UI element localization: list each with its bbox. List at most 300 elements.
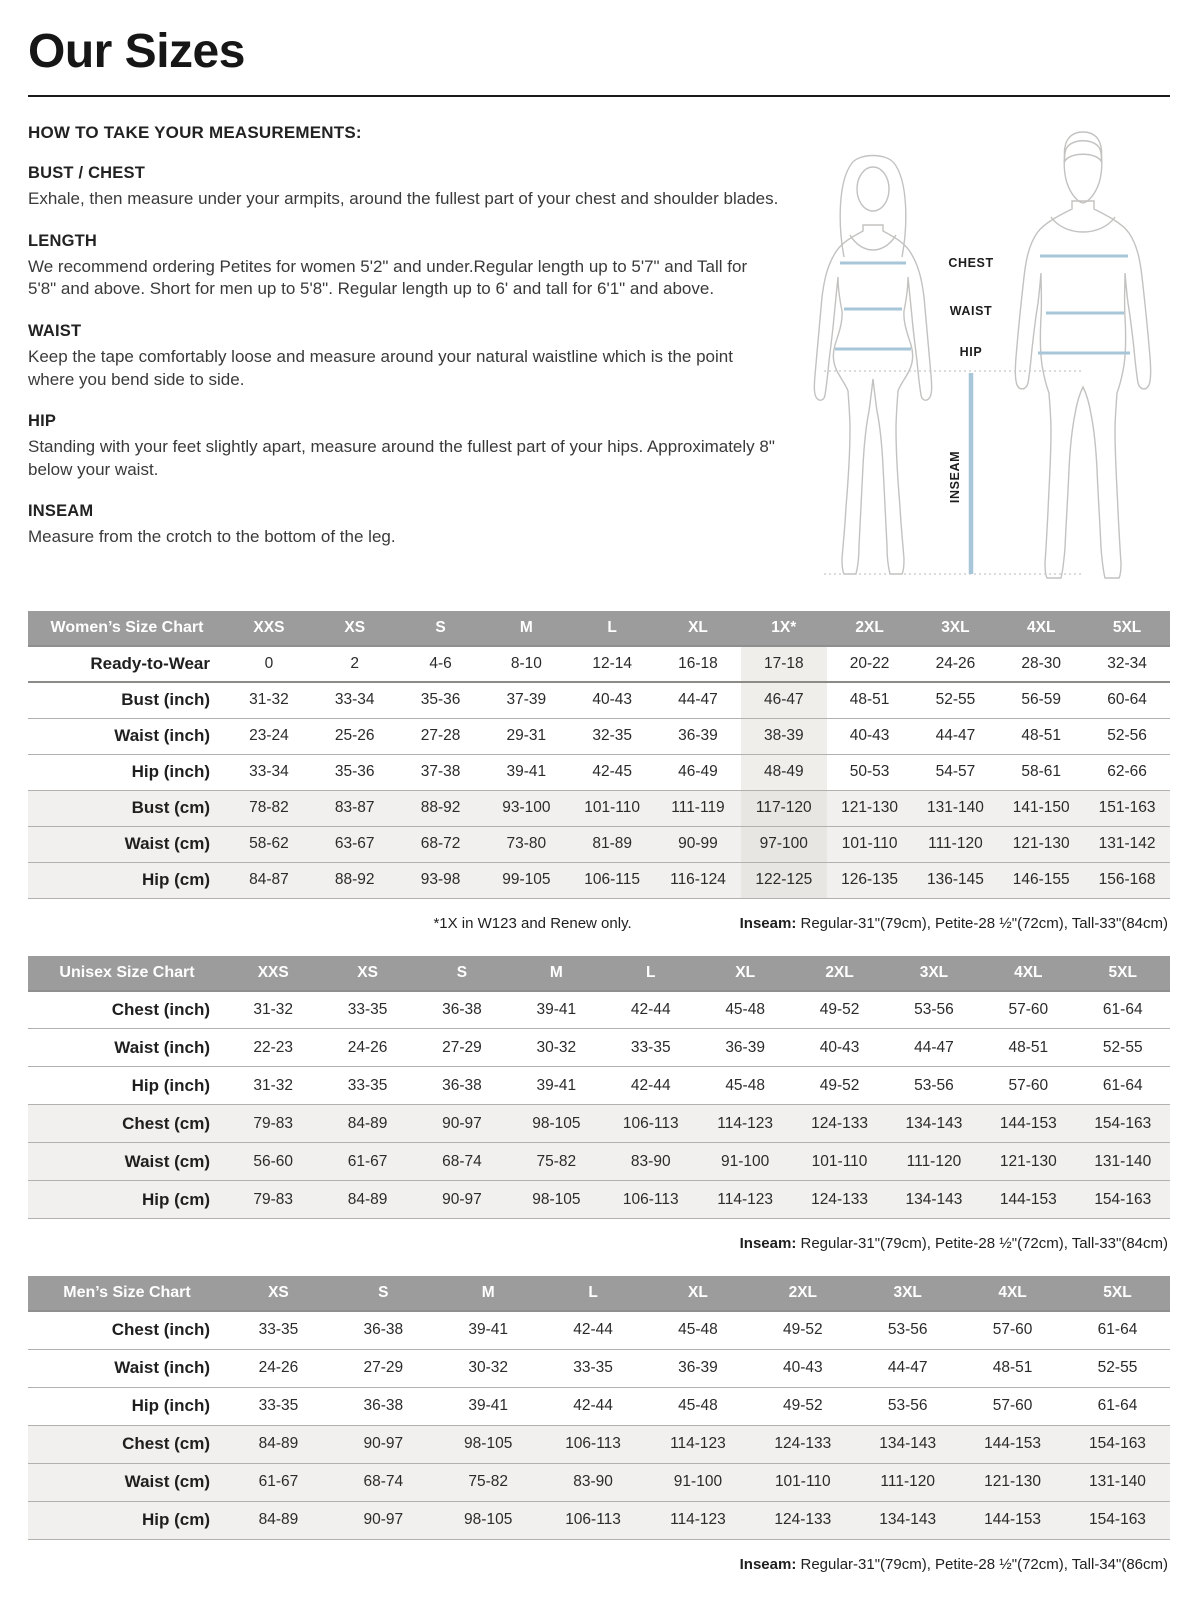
- unisex-chart-footnote: [28, 1235, 1168, 1252]
- size-cell: 24-26: [935, 655, 976, 673]
- size-cell: 44-47: [935, 727, 976, 745]
- chest-label: CHEST: [948, 256, 994, 271]
- size-cell: 101-110: [584, 799, 641, 817]
- size-cell: 48-49: [741, 754, 827, 790]
- row-label: Waist (inch): [114, 726, 210, 746]
- column-header: S: [398, 611, 484, 646]
- size-cell: 44-47: [678, 691, 718, 709]
- size-cell: 106-113: [565, 1511, 621, 1529]
- table-row: [28, 991, 1170, 1029]
- waist-text: Keep the tape comfortably loose and measure around your natural waistline which is the point where you bend side to side.: [28, 347, 733, 389]
- size-cell: 114-123: [670, 1435, 726, 1453]
- size-cell: 33-35: [630, 1038, 671, 1056]
- size-cell: 42-44: [630, 1000, 671, 1018]
- row-label: Chest (inch): [111, 999, 210, 1019]
- size-cell: 62-66: [1107, 763, 1147, 781]
- size-cell: 27-29: [442, 1038, 482, 1056]
- table-row: [28, 682, 1170, 718]
- row-label: Waist (inch): [114, 1358, 210, 1378]
- size-cell: 37-38: [420, 763, 461, 781]
- man-face-outline: [1064, 141, 1102, 203]
- size-cell: 40-43: [592, 691, 632, 709]
- size-cell: 36-38: [442, 1000, 482, 1018]
- size-cell: 24-26: [258, 1359, 299, 1377]
- size-cell: 90-97: [363, 1511, 404, 1529]
- table-title: Women’s Size Chart: [28, 611, 226, 646]
- size-cell: 36-38: [442, 1076, 482, 1094]
- size-cell: 45-48: [678, 1321, 718, 1339]
- size-cell: 75-82: [536, 1152, 577, 1170]
- size-cell: 83-87: [334, 799, 375, 817]
- column-header: 4XL: [981, 956, 1075, 991]
- size-cell: 2: [350, 655, 360, 673]
- size-cell: 45-48: [725, 1000, 765, 1018]
- table-row: [28, 826, 1170, 862]
- inseam-footnote-text: Regular-31"(79cm), Petite-28 ½"(72cm), Tall-33"(84cm): [796, 914, 1168, 932]
- size-cell: 52-55: [1097, 1359, 1138, 1377]
- size-cell: 35-36: [334, 763, 375, 781]
- size-cell: 90-97: [363, 1435, 404, 1453]
- column-header: 2XL: [827, 611, 913, 646]
- table-row: [28, 1067, 1170, 1105]
- length-heading: LENGTH: [28, 231, 98, 250]
- size-cell: 91-100: [721, 1152, 770, 1170]
- size-cell: 50-53: [849, 763, 890, 781]
- size-cell: 24-26: [347, 1038, 388, 1056]
- size-cell: 79-83: [253, 1190, 294, 1208]
- size-cell: 36-38: [363, 1321, 404, 1339]
- size-cell: 31-32: [253, 1000, 294, 1018]
- size-cell: 52-55: [935, 691, 976, 709]
- column-header: 5XL: [1084, 611, 1170, 646]
- size-cell: 4-6: [429, 655, 452, 673]
- size-cell: 134-143: [905, 1190, 963, 1208]
- size-cell: 78-82: [249, 799, 289, 817]
- size-cell: 90-97: [442, 1114, 482, 1132]
- column-header: S: [331, 1276, 436, 1311]
- hip-text: Standing with your feet slightly apart, measure around the fullest part of your hips. Approximately 8" below your waist.: [28, 437, 775, 479]
- size-cell: 60-64: [1107, 691, 1147, 709]
- womens-size-chart-block: [28, 611, 1170, 932]
- column-header: M: [509, 956, 603, 991]
- size-cell: 28-30: [1021, 655, 1062, 673]
- table-row: [28, 1501, 1170, 1539]
- size-cell: 25-26: [334, 727, 375, 745]
- size-cell: 73-80: [506, 835, 547, 853]
- column-header: L: [541, 1276, 646, 1311]
- size-cell: 27-28: [420, 727, 461, 745]
- size-cell: 33-35: [258, 1397, 299, 1415]
- size-cell: 106-113: [622, 1114, 679, 1132]
- inseam-footnote-label: Inseam:: [739, 914, 797, 932]
- column-header: L: [569, 611, 655, 646]
- column-header: M: [483, 611, 569, 646]
- size-cell: 38-39: [741, 718, 827, 754]
- length-text: We recommend ordering Petites for women 5'2" and under.Regular length up to 5'7" and Tall for 5'8" and above. Short for men up to 5'8". Regular length up to 6' and tall for 6'1" and above.: [28, 256, 748, 299]
- size-cell: 91-100: [673, 1473, 723, 1491]
- column-header: 4XL: [998, 611, 1084, 646]
- size-cell: 111-120: [928, 835, 983, 853]
- row-label: Waist (cm): [124, 1472, 210, 1492]
- size-cell: 20-22: [849, 655, 890, 673]
- size-cell: 53-56: [914, 1000, 954, 1018]
- size-cell: 49-52: [782, 1397, 823, 1415]
- size-cell: 126-135: [841, 871, 899, 889]
- table-row: [28, 1143, 1170, 1181]
- size-cell: 48-51: [992, 1359, 1033, 1377]
- column-header: 3XL: [855, 1276, 960, 1311]
- size-cell: 48-51: [849, 691, 890, 709]
- size-cell: 90-99: [678, 835, 718, 853]
- size-cell: 49-52: [819, 1000, 860, 1018]
- size-cell: 61-64: [1102, 1000, 1143, 1018]
- column-header: M: [436, 1276, 541, 1311]
- inseam-footnote-label: Inseam:: [739, 1235, 797, 1253]
- size-cell: 98-105: [464, 1435, 513, 1453]
- table-row: [28, 1181, 1170, 1219]
- size-cell: 61-64: [1097, 1321, 1138, 1339]
- woman-neckline: [850, 235, 896, 250]
- size-cell: 33-35: [573, 1359, 613, 1377]
- row-label: Waist (cm): [124, 834, 210, 854]
- mens-chart-footnote: [28, 1556, 1168, 1573]
- header-row: [28, 1276, 1170, 1311]
- hip-label: HIP: [959, 345, 983, 360]
- row-label: Hip (cm): [142, 1189, 210, 1209]
- size-cell: 61-67: [258, 1473, 299, 1491]
- size-cell: 124-133: [774, 1511, 832, 1529]
- size-cell: 58-61: [1021, 763, 1062, 781]
- bust-chest-text: Exhale, then measure under your armpits, around the fullest part of your chest and shoulder blades.: [28, 189, 779, 209]
- table-row: [28, 646, 1170, 682]
- size-cell: 93-100: [502, 799, 551, 817]
- size-cell: 57-60: [1008, 1000, 1049, 1018]
- size-cell: 111-119: [671, 799, 725, 817]
- mens-size-chart-table: [28, 1276, 1170, 1540]
- size-cell: 54-57: [935, 763, 976, 781]
- size-cell: 22-23: [253, 1038, 294, 1056]
- row-label: Hip (inch): [131, 1396, 210, 1416]
- unisex-size-chart-block: [28, 956, 1170, 1253]
- size-cell: 0: [264, 655, 274, 673]
- size-cell: 90-97: [442, 1190, 482, 1208]
- size-cell: 29-31: [506, 727, 547, 745]
- table-row: [28, 718, 1170, 754]
- size-cell: 68-74: [442, 1152, 482, 1170]
- bust-chest-heading: BUST / CHEST: [28, 164, 145, 183]
- size-cell: 53-56: [914, 1076, 954, 1094]
- size-cell: 53-56: [887, 1321, 928, 1339]
- size-cell: 40-43: [849, 727, 890, 745]
- column-header: XS: [226, 1276, 331, 1311]
- size-cell: 61-64: [1097, 1397, 1138, 1415]
- size-cell: 68-72: [420, 835, 461, 853]
- size-cell: 52-56: [1107, 727, 1147, 745]
- size-cell: 81-89: [592, 835, 632, 853]
- waist-label: WAIST: [949, 304, 993, 319]
- size-cell: 98-105: [532, 1114, 581, 1132]
- size-cell: 131-140: [1089, 1473, 1146, 1491]
- size-cell: 84-89: [258, 1511, 299, 1529]
- size-cell: 83-90: [573, 1473, 613, 1491]
- waist-heading: WAIST: [28, 322, 82, 341]
- size-cell: 97-100: [741, 826, 827, 862]
- size-cell: 32-35: [592, 727, 632, 745]
- size-cell: 146-155: [1012, 871, 1070, 889]
- table-row: [28, 754, 1170, 790]
- size-cell: 56-60: [253, 1152, 294, 1170]
- size-cell: 156-168: [1098, 871, 1156, 889]
- size-cell: 111-120: [906, 1152, 962, 1170]
- size-cell: 106-115: [584, 871, 641, 889]
- size-cell: 33-34: [334, 691, 375, 709]
- how-to-heading: HOW TO TAKE YOUR MEASUREMENTS:: [28, 123, 362, 143]
- unisex-size-chart-table: [28, 956, 1170, 1220]
- size-cell: 101-110: [811, 1152, 868, 1170]
- size-cell: 151-163: [1098, 799, 1156, 817]
- column-header: XXS: [226, 956, 320, 991]
- size-cell: 39-41: [506, 763, 547, 781]
- column-header: 3XL: [913, 611, 999, 646]
- column-header: XL: [646, 1276, 751, 1311]
- size-cell: 57-60: [992, 1321, 1033, 1339]
- womens-size-chart-table: [28, 611, 1170, 899]
- size-cell: 124-133: [811, 1114, 868, 1132]
- size-cell: 39-41: [536, 1000, 577, 1018]
- size-cell: 124-133: [811, 1190, 868, 1208]
- size-cell: 106-113: [622, 1190, 679, 1208]
- size-cell: 144-153: [984, 1435, 1041, 1453]
- size-cell: 40-43: [819, 1038, 860, 1056]
- column-header: XL: [655, 611, 741, 646]
- size-cell: 114-123: [670, 1511, 726, 1529]
- row-label: Ready-to-Wear: [90, 654, 210, 674]
- size-cell: 37-39: [506, 691, 547, 709]
- table-row: [28, 1349, 1170, 1387]
- size-cell: 49-52: [782, 1321, 823, 1339]
- footnote-inseam: [740, 1235, 1168, 1252]
- size-cell: 44-47: [887, 1359, 928, 1377]
- row-label: Hip (inch): [131, 762, 210, 782]
- size-cell: 36-39: [678, 1359, 718, 1377]
- size-cell: 33-35: [258, 1321, 299, 1339]
- size-cell: 106-113: [565, 1435, 621, 1453]
- size-cell: 31-32: [249, 691, 289, 709]
- size-cell: 84-89: [347, 1190, 388, 1208]
- size-cell: 48-51: [1008, 1038, 1049, 1056]
- size-cell: 131-142: [1098, 835, 1156, 853]
- size-cell: 39-41: [468, 1321, 509, 1339]
- table-title: Unisex Size Chart: [28, 956, 226, 991]
- man-body-outline: [1015, 201, 1150, 578]
- size-cell: 31-32: [253, 1076, 294, 1094]
- column-header: 5XL: [1076, 956, 1170, 991]
- size-cell: 32-34: [1107, 655, 1147, 673]
- size-cell: 84-89: [258, 1435, 299, 1453]
- column-header: 4XL: [960, 1276, 1065, 1311]
- size-cell: 144-153: [999, 1190, 1057, 1208]
- size-cell: 99-105: [502, 871, 551, 889]
- size-cell: 40-43: [782, 1359, 823, 1377]
- size-cell: 98-105: [464, 1511, 513, 1529]
- title-divider: [28, 95, 1170, 97]
- size-cell: 101-110: [774, 1473, 831, 1491]
- size-cell: 88-92: [420, 799, 461, 817]
- column-header: XS: [320, 956, 414, 991]
- woman-hair-outline: [840, 156, 906, 258]
- size-cell: 116-124: [670, 871, 726, 889]
- size-cell: 48-51: [1021, 727, 1062, 745]
- size-cell: 57-60: [1008, 1076, 1049, 1094]
- size-cell: 8-10: [510, 655, 542, 673]
- size-cell: 53-56: [887, 1397, 928, 1415]
- column-header: 1X*: [741, 611, 827, 646]
- row-label: Chest (cm): [122, 1113, 210, 1133]
- man-hair-outline: [1064, 132, 1101, 161]
- row-label: Chest (cm): [122, 1434, 210, 1454]
- size-cell: 154-163: [1094, 1190, 1152, 1208]
- size-cell: 42-45: [592, 763, 632, 781]
- column-header: 2XL: [792, 956, 886, 991]
- size-cell: 68-74: [363, 1473, 404, 1491]
- size-cell: 75-82: [468, 1473, 509, 1491]
- size-cell: 88-92: [334, 871, 375, 889]
- measurement-guide-section: [28, 123, 1170, 597]
- size-cell: 39-41: [468, 1397, 509, 1415]
- size-cell: 136-145: [926, 871, 984, 889]
- table-row: [28, 1311, 1170, 1349]
- size-cell: 114-123: [717, 1114, 774, 1132]
- size-cell: 30-32: [536, 1038, 577, 1056]
- size-cell: 39-41: [536, 1076, 577, 1094]
- column-header: 3XL: [887, 956, 981, 991]
- size-cell: 84-87: [249, 871, 289, 889]
- size-cell: 33-35: [347, 1076, 388, 1094]
- size-cell: 36-39: [678, 727, 718, 745]
- size-cell: 134-143: [879, 1435, 937, 1453]
- size-cell: 134-143: [905, 1114, 963, 1132]
- table-title: Men’s Size Chart: [28, 1276, 226, 1311]
- size-cell: 111-120: [880, 1473, 935, 1491]
- table-row: [28, 1029, 1170, 1067]
- woman-face-outline: [857, 167, 889, 211]
- size-cell: 49-52: [819, 1076, 860, 1094]
- size-cell: 101-110: [841, 835, 898, 853]
- size-cell: 93-98: [420, 871, 461, 889]
- size-cell: 117-120: [741, 790, 827, 826]
- size-cell: 134-143: [879, 1511, 937, 1529]
- size-cell: 124-133: [774, 1435, 832, 1453]
- column-header: XXS: [226, 611, 312, 646]
- womens-chart-footnote: [28, 915, 1168, 932]
- size-cell: 42-44: [630, 1076, 671, 1094]
- size-cell: 36-38: [363, 1397, 404, 1415]
- size-cell: 44-47: [914, 1038, 954, 1056]
- size-cell: 141-150: [1012, 799, 1070, 817]
- column-header: S: [415, 956, 509, 991]
- footnote-1x-note: *1X in W123 and Renew only.: [433, 914, 632, 932]
- size-cell: 33-34: [249, 763, 289, 781]
- inseam-label: INSEAM: [948, 451, 962, 504]
- size-cell: 114-123: [717, 1190, 774, 1208]
- table-row: [28, 862, 1170, 898]
- table-row: [28, 1387, 1170, 1425]
- size-cell: 35-36: [420, 691, 461, 709]
- inseam-text: Measure from the crotch to the bottom of the leg.: [28, 527, 396, 547]
- column-header: L: [604, 956, 698, 991]
- column-header: XS: [312, 611, 398, 646]
- size-cell: 98-105: [532, 1190, 581, 1208]
- size-cell: 121-130: [999, 1152, 1057, 1170]
- row-label: Waist (inch): [114, 1037, 210, 1057]
- size-cell: 61-64: [1102, 1076, 1143, 1094]
- table-row: [28, 790, 1170, 826]
- size-cell: 17-18: [741, 646, 827, 682]
- size-cell: 144-153: [999, 1114, 1057, 1132]
- body-figures-illustration: [788, 125, 1168, 591]
- size-cell: 27-29: [363, 1359, 404, 1377]
- size-cell: 121-130: [841, 799, 899, 817]
- size-cell: 154-163: [1089, 1511, 1146, 1529]
- column-header: XL: [698, 956, 792, 991]
- measurement-diagram: [788, 125, 1168, 591]
- size-cell: 12-14: [592, 655, 632, 673]
- footnote-inseam: [740, 915, 1168, 932]
- header-row: [28, 956, 1170, 991]
- size-cell: 84-89: [347, 1114, 388, 1132]
- size-cell: 52-55: [1102, 1038, 1143, 1056]
- table-row: [28, 1105, 1170, 1143]
- inseam-heading: INSEAM: [28, 502, 94, 521]
- row-label: Hip (cm): [142, 870, 210, 890]
- size-cell: 45-48: [725, 1076, 765, 1094]
- row-label: Hip (cm): [142, 1510, 210, 1530]
- inseam-footnote-text: Regular-31"(79cm), Petite-28 ½"(72cm), Tall-33"(84cm): [796, 1235, 1168, 1253]
- size-cell: 30-32: [468, 1359, 509, 1377]
- mens-size-chart-block: [28, 1276, 1170, 1573]
- size-cell: 154-163: [1094, 1114, 1152, 1132]
- page-title: Our Sizes: [28, 25, 245, 78]
- size-cell: 58-62: [249, 835, 289, 853]
- size-cell: 131-140: [1094, 1152, 1152, 1170]
- woman-body-outline: [814, 225, 931, 574]
- size-cell: 42-44: [573, 1397, 613, 1415]
- size-cell: 23-24: [249, 727, 289, 745]
- measurement-instructions: [28, 123, 780, 549]
- size-cell: 33-35: [347, 1000, 388, 1018]
- size-cell: 56-59: [1021, 691, 1062, 709]
- size-cell: 131-140: [926, 799, 984, 817]
- table-row: [28, 1463, 1170, 1501]
- size-cell: 61-67: [347, 1152, 388, 1170]
- row-label: Bust (inch): [121, 690, 210, 710]
- header-row: [28, 611, 1170, 646]
- table-row: [28, 1425, 1170, 1463]
- column-header: 5XL: [1065, 1276, 1170, 1311]
- row-label: Chest (inch): [111, 1320, 210, 1340]
- row-label: Waist (cm): [124, 1151, 210, 1171]
- size-cell: 63-67: [334, 835, 375, 853]
- size-cell: 144-153: [984, 1511, 1041, 1529]
- inseam-footnote-label: Inseam:: [739, 1555, 797, 1573]
- size-cell: 36-39: [725, 1038, 765, 1056]
- size-cell: 42-44: [573, 1321, 613, 1339]
- column-header: 2XL: [750, 1276, 855, 1311]
- man-neckline: [1051, 217, 1115, 232]
- size-cell: 83-90: [630, 1152, 671, 1170]
- size-cell: 45-48: [678, 1397, 718, 1415]
- size-cell: 46-49: [678, 763, 718, 781]
